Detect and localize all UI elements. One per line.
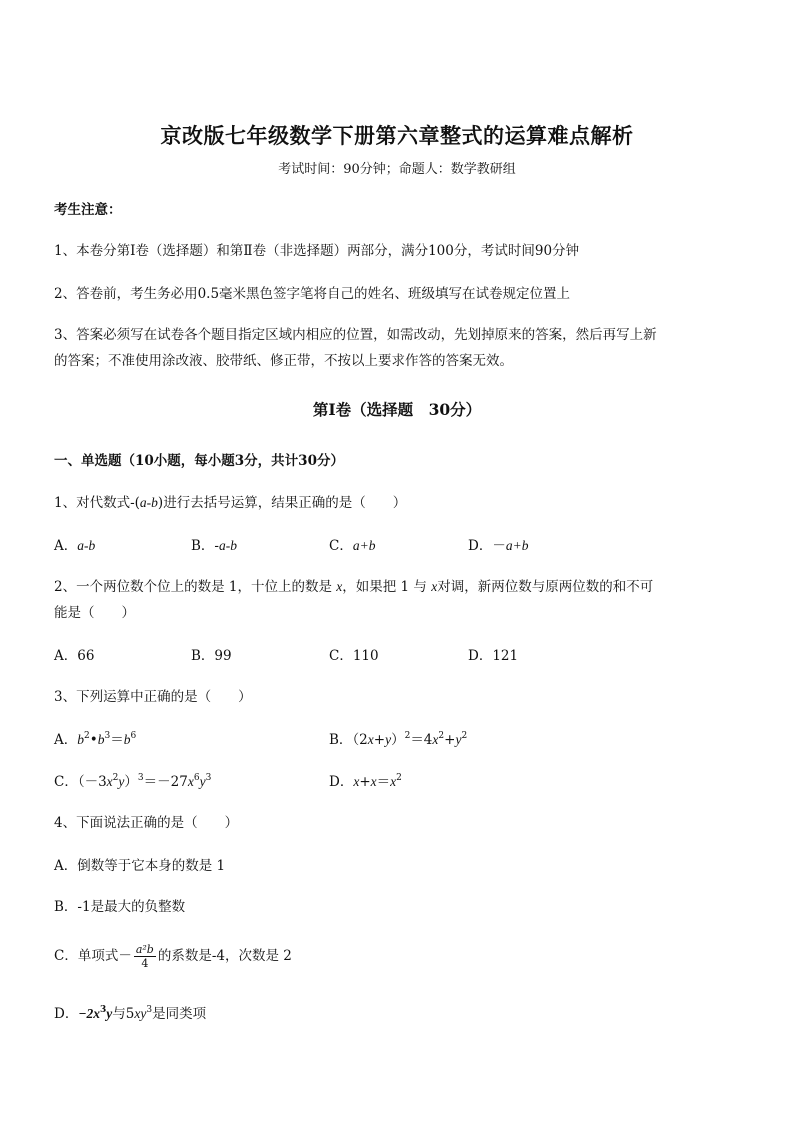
q1-option-d: D．－a+b (468, 538, 529, 554)
q3-option-c: C．$(-3x^2y)^3=-27x^6y^3$ (54, 773, 212, 790)
q1-option-a: A．a-b (54, 538, 96, 554)
question-1-stem: 1、对代数式-(a-b)进行去括号运算，结果正确的是（ ） (54, 495, 407, 511)
fraction: $\frac{\text{a²b}}{4}$ (135, 943, 154, 970)
q1-option-b: B．-a-b (191, 538, 237, 554)
q1-option-c: C．a+b (329, 538, 376, 554)
question-2-stem: 2、一个两位数个位上的数是 1，十位上的数是 x，如果把 1 与 x对调，新两位数与原两位数的和不可 (54, 579, 654, 595)
part-heading: 一、单选题（10小题，每小题3分，共计30分） (54, 453, 344, 469)
note-item: 的答案；不准使用涂改液、胶带纸、修正带，不按以上要求作答的答案无效。 (54, 353, 513, 369)
q4-option-b: B．-1是最大的负整数 (54, 899, 186, 915)
section-title: 第Ⅰ卷（选择题 30分） (312, 400, 482, 419)
question-3-stem: 3、下列运算中正确的是（ ） (54, 689, 252, 705)
q2-option-d: D．121 (468, 648, 519, 664)
q4-option-a: A．倒数等于它本身的数是 1 (54, 858, 226, 874)
note-item: 2、答卷前，考生务必用0.5毫米黑色签字笔将自己的姓名、班级填写在试卷规定位置上 (54, 286, 571, 302)
exam-info: 考试时间：90分钟；命题人：数学教研组 (278, 162, 516, 177)
q3-option-a: A．$b^2•b^3=b^6$ (54, 731, 137, 748)
notes-heading: 考生注意： (54, 202, 122, 218)
q2-option-a: A．66 (54, 648, 95, 664)
q4-option-d: D．$-2x^3y$与$5xy^3$是同类项 (54, 1005, 207, 1022)
page-title: 京改版七年级数学下册第六章整式的运算难点解析 (160, 123, 634, 148)
q3-option-b: B．$(2x+y)^2=4x^2+y^2$ (329, 731, 468, 748)
q2-option-b: B．99 (191, 648, 232, 664)
note-item: 1、本卷分第Ⅰ卷（选择题）和第Ⅱ卷（非选择题）两部分，满分100分，考试时间90分钟 (54, 243, 580, 259)
note-item: 3、答案必须写在试卷各个题目指定区域内相应的位置，如需改动，先划掉原来的答案，然后再写上新 (54, 327, 657, 343)
question-2-stem-cont: 能是（ ） (54, 605, 135, 621)
q4-option-c: C．单项式－ $\frac{\text{a²b}}{4}$ 的系数是-4，次数是 2 (54, 943, 292, 970)
question-4-stem: 4、下面说法正确的是（ ） (54, 815, 239, 831)
q3-option-d: D．$x+x=x^2$ (329, 773, 402, 790)
q2-option-c: C．110 (329, 648, 379, 664)
